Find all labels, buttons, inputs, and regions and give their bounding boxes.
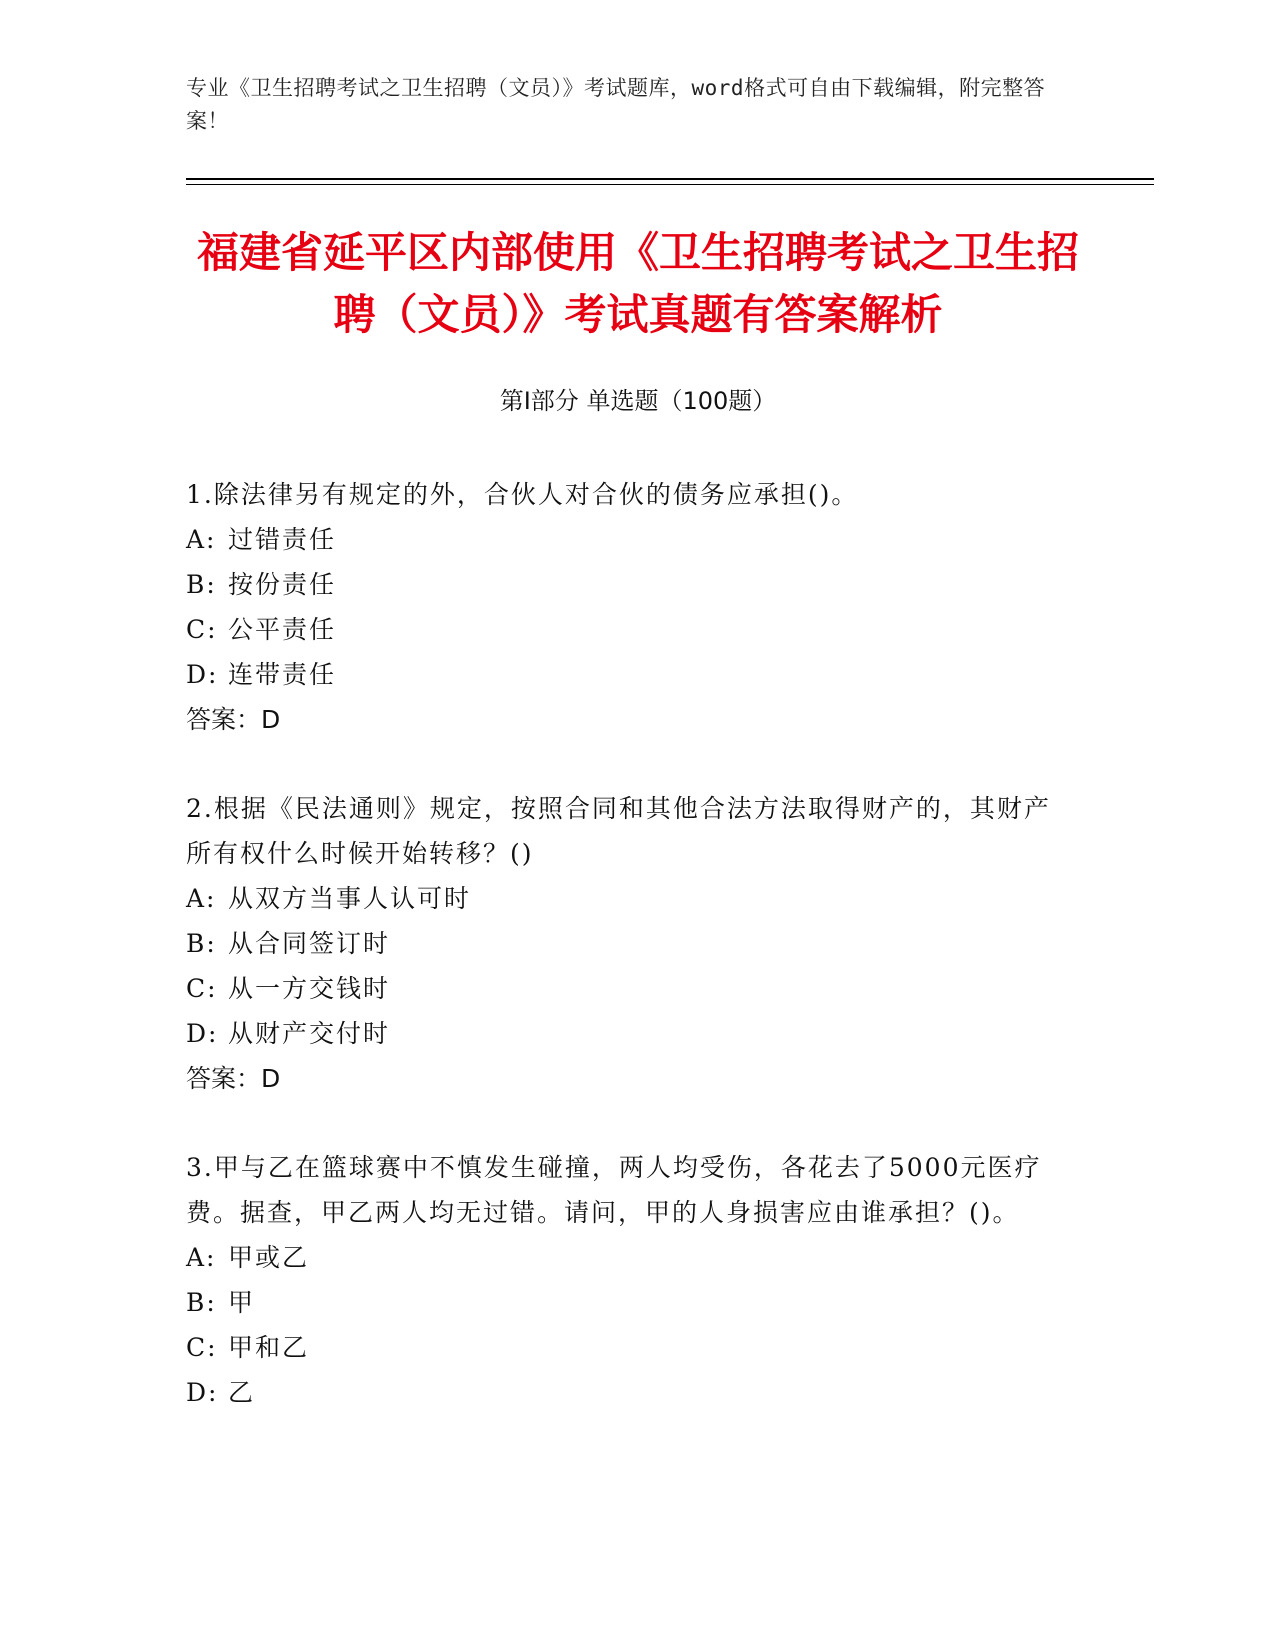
header-rule-thick (186, 178, 1154, 180)
option-letter: D: (186, 660, 219, 689)
option-a (186, 876, 1066, 921)
option-text: 甲或乙 (228, 1243, 310, 1272)
option-a (186, 517, 1066, 562)
option-text: 甲 (228, 1288, 256, 1317)
question-stem: 3.甲与乙在篮球赛中不慎发生碰撞，两人均受伤，各花去了5000元医疗费。据查，甲乙两人均无过错。请问，甲的人身损害应由谁承担？()。 (186, 1153, 1042, 1227)
answer-line: 答案：D (186, 705, 281, 734)
option-letter: A: (186, 525, 217, 554)
option-letter: B: (186, 929, 217, 958)
option-letter: C: (186, 615, 218, 644)
option-text: 乙 (228, 1378, 256, 1407)
option-text: 公平责任 (228, 615, 337, 644)
option-text: 过错责任 (228, 525, 337, 554)
question-stem: 1.除法律另有规定的外，合伙人对合伙的债务应承担()。 (186, 480, 859, 509)
question-stem: 2.根据《民法通则》规定，按照合同和其他合法方法取得财产的，其财产所有权什么时候开始转移？() (186, 794, 1051, 868)
option-d (186, 652, 1066, 697)
option-text: 连带责任 (228, 660, 337, 689)
option-letter: B: (186, 1288, 217, 1317)
answer-line: 答案：D (186, 1064, 281, 1093)
section-heading: 第Ⅰ部分 单选题（100题） (499, 387, 777, 415)
option-letter: D: (186, 1378, 219, 1407)
header-rule-thin (186, 184, 1154, 185)
option-letter: B: (186, 570, 217, 599)
option-letter: A: (186, 1243, 217, 1272)
option-text: 甲和乙 (228, 1333, 310, 1362)
document-title: 福建省延平区内部使用《卫生招聘考试之卫生招聘（文员）》考试真题有答案解析 (196, 228, 1079, 339)
option-a (186, 1235, 1066, 1280)
option-text: 从财产交付时 (228, 1019, 391, 1048)
option-letter: C: (186, 1333, 218, 1362)
option-d (186, 1370, 1066, 1415)
option-b (186, 562, 1066, 607)
option-c (186, 607, 1066, 652)
option-b (186, 1280, 1066, 1325)
question-list (186, 472, 1066, 1459)
question-2 (186, 786, 1066, 1101)
option-text: 按份责任 (228, 570, 337, 599)
option-text: 从双方当事人认可时 (228, 884, 472, 913)
option-text: 从合同签订时 (228, 929, 391, 958)
option-letter: D: (186, 1019, 219, 1048)
question-1 (186, 472, 1066, 742)
question-3 (186, 1145, 1066, 1415)
option-c (186, 1325, 1066, 1370)
option-letter: A: (186, 884, 217, 913)
option-text: 从一方交钱时 (228, 974, 391, 1003)
option-letter: C: (186, 974, 218, 1003)
option-c (186, 966, 1066, 1011)
option-d (186, 1011, 1066, 1056)
header-note: 专业《卫生招聘考试之卫生招聘（文员）》考试题库，word格式可自由下载编辑，附完整答案！ (186, 76, 1046, 133)
option-b (186, 921, 1066, 966)
